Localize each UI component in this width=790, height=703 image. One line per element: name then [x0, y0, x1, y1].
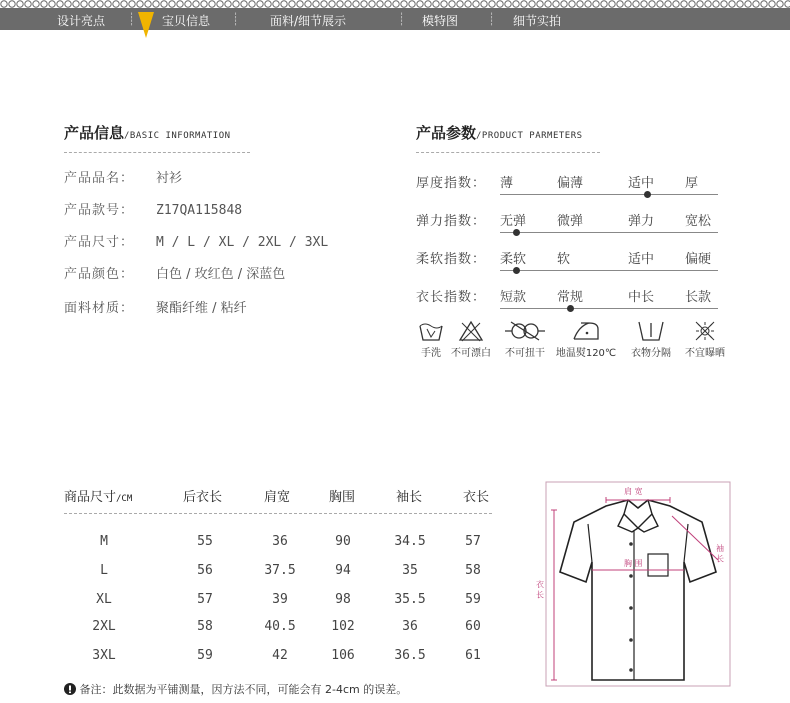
- measure-cell: 58: [465, 563, 481, 578]
- divider: [64, 513, 492, 514]
- measure-cell: 56: [197, 563, 213, 578]
- nav-separator: ┊: [398, 12, 406, 26]
- care-no-sun: 不宜曝晒: [680, 320, 730, 359]
- nav-item-design[interactable]: 设计亮点: [57, 14, 106, 28]
- measure-cell: 35.5: [394, 592, 426, 607]
- measure-cell: 42: [272, 648, 288, 663]
- measure-cell: 34.5: [394, 534, 426, 549]
- size-cell: L: [100, 563, 108, 578]
- col-shoulder: 肩宽: [264, 490, 291, 505]
- warning-icon: [64, 683, 76, 695]
- size-table-header: 商品尺寸/CM: [64, 490, 133, 505]
- param-option: 软: [557, 252, 571, 267]
- care-low-iron: 地温熨120℃: [554, 320, 618, 359]
- param-option: 厚: [685, 176, 699, 191]
- param-indicator-dot: [513, 267, 520, 274]
- product-params-title: 产品参数/PRODUCT PARMETERS: [416, 124, 583, 142]
- product-info-title: 产品信息/BASIC INFORMATION: [64, 124, 231, 142]
- care-hand-wash: 手洗: [416, 320, 446, 359]
- shoulder-label: 肩 宽: [624, 487, 643, 496]
- param-option: 薄: [500, 176, 514, 191]
- param-option: 微弹: [557, 214, 584, 229]
- param-option: 长款: [685, 290, 712, 305]
- param-label: 弹力指数：: [416, 214, 487, 229]
- measure-cell: 98: [335, 592, 351, 607]
- nav-separator: ┊: [488, 12, 496, 26]
- col-back-length: 后衣长: [183, 490, 223, 505]
- info-row-size: 产品尺寸： M / L / XL / 2XL / 3XL: [64, 235, 329, 250]
- measure-cell: 36: [272, 534, 288, 549]
- param-option: 适中: [628, 176, 655, 191]
- measure-cell: 36: [402, 619, 418, 634]
- param-option: 适中: [628, 252, 655, 267]
- param-option: 无弹: [500, 214, 527, 229]
- size-cell: M: [100, 534, 108, 549]
- info-row-sku: 产品款号： Z17QA115848: [64, 203, 243, 218]
- measure-cell: 60: [465, 619, 481, 634]
- info-row-name: 产品品名： 衬衫: [64, 171, 183, 186]
- measure-cell: 36.5: [394, 648, 426, 663]
- col-length: 衣长: [463, 490, 490, 505]
- measure-cell: 102: [331, 619, 355, 634]
- no-bleach-icon: [458, 320, 484, 342]
- size-cell: 3XL: [92, 648, 116, 663]
- param-label: 柔软指数：: [416, 252, 487, 267]
- nav-item-info[interactable]: 宝贝信息: [162, 14, 211, 28]
- param-option: 中长: [628, 290, 655, 305]
- size-cell: XL: [96, 592, 112, 607]
- sleeve-label: 袖 长: [715, 544, 725, 563]
- info-row-color: 产品颜色： 白色 / 玫红色 / 深蓝色: [64, 267, 286, 282]
- measure-cell: 94: [335, 563, 351, 578]
- nav-active-marker: [138, 12, 154, 38]
- nav-item-details[interactable]: 细节实拍: [513, 14, 562, 28]
- measure-cell: 39: [272, 592, 288, 607]
- measure-cell: 61: [465, 648, 481, 663]
- param-indicator-dot: [513, 229, 520, 236]
- info-row-material: 面料材质： 聚酯纤维 / 粘纤: [64, 301, 247, 316]
- divider: [416, 152, 600, 153]
- param-option: 弹力: [628, 214, 655, 229]
- chest-label: 胸 围: [624, 559, 643, 568]
- no-wring-icon: [503, 320, 547, 342]
- nav-item-fabric[interactable]: 面料/细节展示: [270, 14, 347, 28]
- measure-cell: 58: [197, 619, 213, 634]
- param-option: 偏硬: [685, 252, 712, 267]
- hand-wash-icon: [418, 320, 444, 342]
- nav-separator: ┊: [128, 12, 136, 26]
- no-sun-icon: [692, 320, 718, 342]
- param-track: [500, 308, 718, 309]
- param-track: [500, 232, 718, 233]
- measure-cell: 57: [197, 592, 213, 607]
- measure-cell: 37.5: [264, 563, 296, 578]
- measure-cell: 59: [197, 648, 213, 663]
- measure-note: 备注：此数据为平铺测量，因方法不同，可能会有 2-4cm 的误差。: [64, 681, 407, 697]
- measure-cell: 40.5: [264, 619, 296, 634]
- scallop-border: [0, 0, 790, 8]
- iron-icon: [571, 320, 601, 342]
- param-option: 宽松: [685, 214, 712, 229]
- measure-cell: 59: [465, 592, 481, 607]
- param-track: [500, 270, 718, 271]
- measure-cell: 106: [331, 648, 355, 663]
- length-label: 衣 长: [535, 580, 545, 599]
- col-sleeve: 袖长: [396, 490, 423, 505]
- param-option: 短款: [500, 290, 527, 305]
- measure-cell: 55: [197, 534, 213, 549]
- param-option: 柔软: [500, 252, 527, 267]
- nav-item-model[interactable]: 模特图: [422, 14, 459, 28]
- divider: [64, 152, 250, 153]
- measure-cell: 57: [465, 534, 481, 549]
- param-label: 衣长指数：: [416, 290, 487, 305]
- param-option: 偏薄: [557, 176, 584, 191]
- nav-separator: ┊: [232, 12, 240, 26]
- separate-wash-icon: [636, 320, 666, 342]
- param-option: 常规: [557, 290, 584, 305]
- param-indicator-dot: [644, 191, 651, 198]
- col-chest: 胸围: [329, 490, 356, 505]
- size-cell: 2XL: [92, 619, 116, 634]
- param-label: 厚度指数：: [416, 176, 487, 191]
- shirt-measure-diagram: [535, 480, 738, 690]
- param-indicator-dot: [567, 305, 574, 312]
- care-separate: 衣物分隔: [624, 320, 678, 359]
- care-no-wring: 不可扭干: [500, 320, 550, 359]
- care-no-bleach: 不可漂白: [446, 320, 496, 359]
- top-nav-bar: [0, 0, 790, 30]
- param-track: [500, 194, 718, 195]
- measure-cell: 35: [402, 563, 418, 578]
- measure-cell: 90: [335, 534, 351, 549]
